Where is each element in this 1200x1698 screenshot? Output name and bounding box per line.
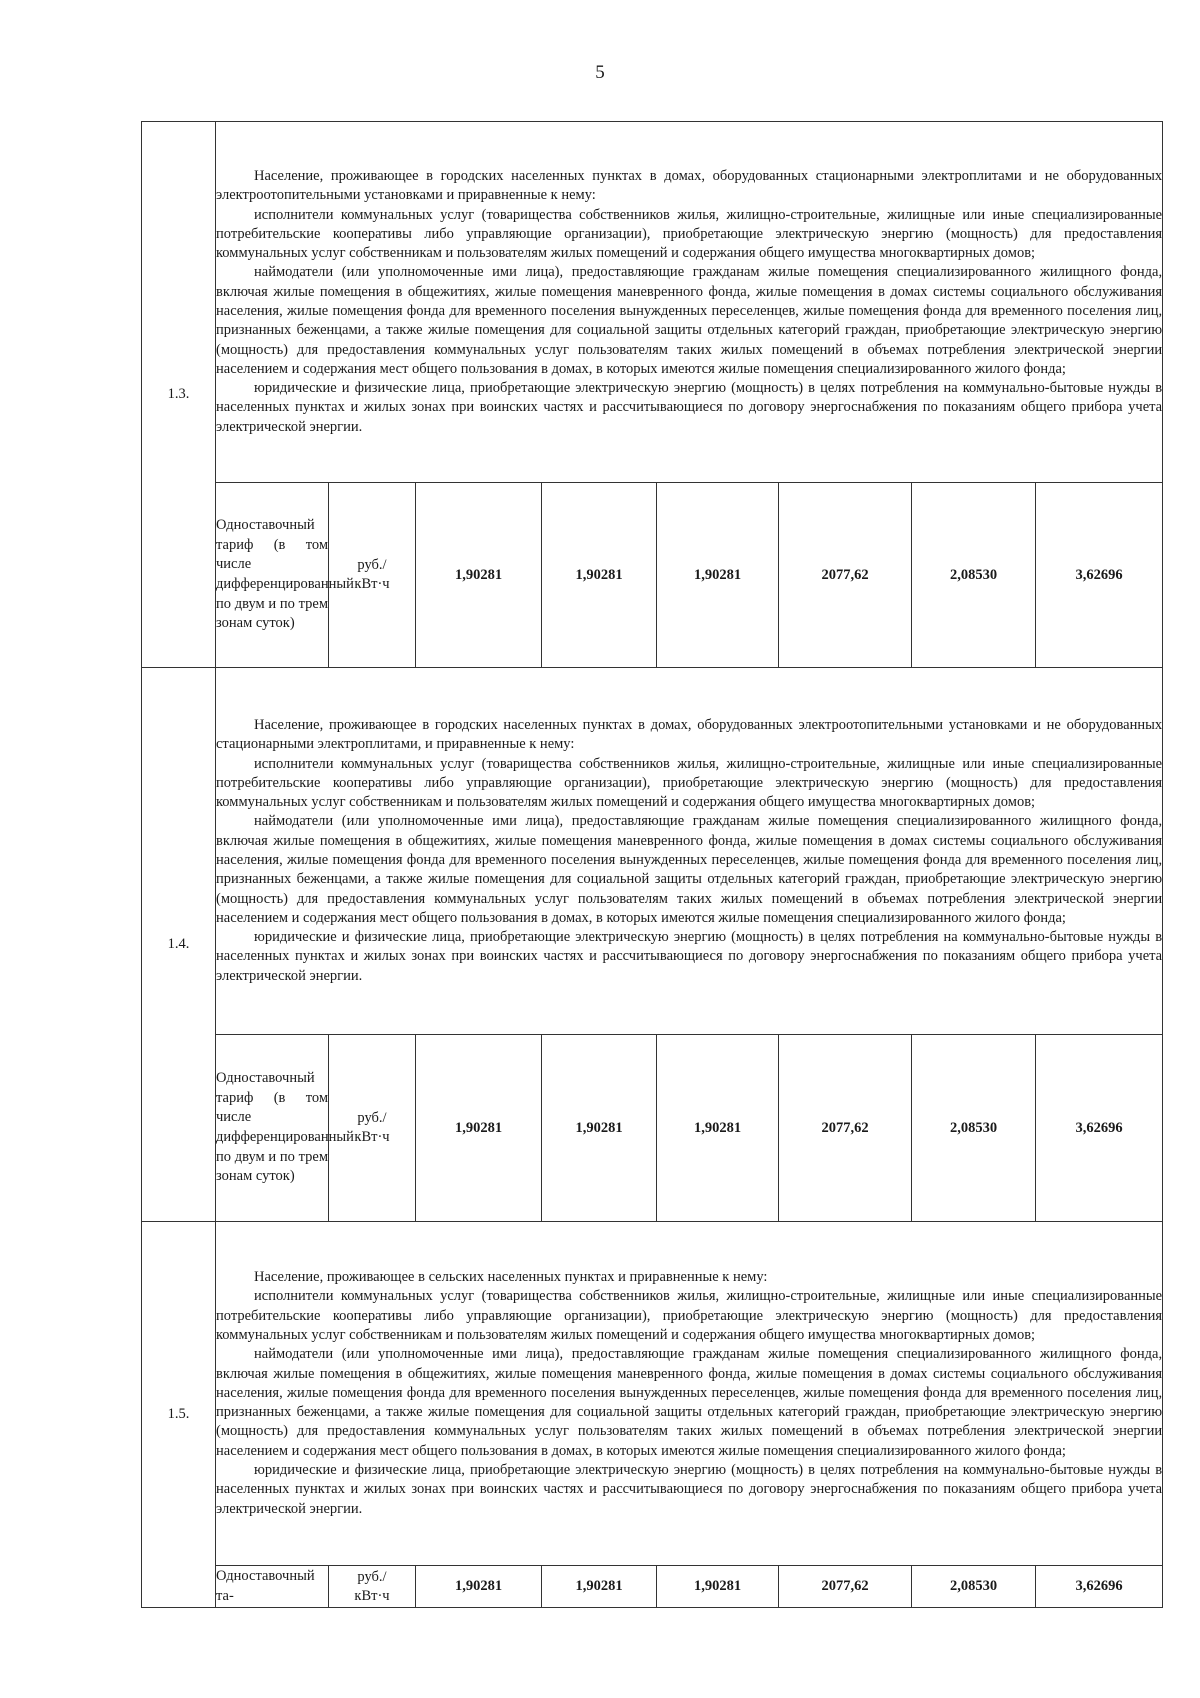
- paragraph: наймодатели (или уполномоченные ими лица), предоставляющие гражданам жилые помещения специализированного жилищного фонда, включая жилые помещения в общежитиях, жилые помещения маневренного фонда, жилые помещения в домах системы социального обслуживания населения, жилые помещения фонда для временного поселения вынужденных переселенцев, жилые помещения фонда для временного поселения лиц, признанных беженцами, а также жилые помещения для социальной защиты отдельных категорий граждан, приобретающие электрическую энергию (мощность) для предоставления коммунальных услуг пользователям таких жилых помещений в объемах потребления электрической энергии населением и содержания мест общего пользования в домах, в которых имеются жилые помещения специализированного жилого фонда;: [216, 813, 1163, 926]
- paragraph: исполнители коммунальных услуг (товарищества собственников жилья, жилищно-строительные, жилищные или иные специализированные потребительские кооперативы либо управляющие организации), приобретающие электрическую энергию (мощность) для предоставления коммунальных услуг собственникам и пользователям жилых помещений и содержания общего имущества многоквартирных домов;: [216, 1288, 1163, 1343]
- unit-line-2: кВт·ч: [354, 1587, 390, 1604]
- unit-line-1: руб./: [357, 557, 387, 573]
- section-description-row: [142, 668, 1163, 1035]
- section-description: [216, 122, 1163, 483]
- unit-cell: [329, 1566, 416, 1608]
- paragraph: юридические и физические лица, приобретающие электрическую энергию (мощность) в целях потребления на коммунально-бытовые нужды в населенных пунктах и жилых зонах при воинских частях и рассчитывающиеся по договору энергоснабжения по показаниям общего прибора учета электрической энергии.: [216, 380, 1163, 435]
- tariff-value: 1,90281: [657, 1035, 779, 1222]
- tariff-value: 1,90281: [657, 483, 779, 668]
- unit-line-2: кВт·ч: [354, 1129, 390, 1145]
- tariff-value: 2,08530: [912, 1566, 1036, 1608]
- tariff-row: [142, 1035, 1163, 1222]
- page-number: 5: [595, 62, 605, 83]
- unit-cell: [329, 1035, 416, 1222]
- section-description: [216, 668, 1163, 1035]
- tariff-value: 1,90281: [416, 483, 542, 668]
- tariff-row: [142, 1566, 1163, 1608]
- tariff-value: 1,90281: [657, 1566, 779, 1608]
- paragraph: Население, проживающее в сельских населенных пунктах и приравненные к нему:: [254, 1269, 768, 1286]
- section-description-row: [142, 1222, 1163, 1566]
- section-description-row: [142, 122, 1163, 483]
- unit-line-1: руб./: [357, 1110, 387, 1126]
- tariff-value: 3,62696: [1036, 1566, 1163, 1608]
- paragraph: Население, проживающее в городских населенных пунктах в домах, оборудованных электроотопительными установками и не оборудованных стационарными электроплитами, и приравненные к нему:: [216, 716, 1163, 753]
- tariff-value: 1,90281: [542, 1035, 657, 1222]
- paragraph: юридические и физические лица, приобретающие электрическую энергию (мощность) в целях потребления на коммунально-бытовые нужды в населенных пунктах и жилых зонах при воинских частях и рассчитывающиеся по договору энергоснабжения по показаниям общего прибора учета электрической энергии.: [216, 1462, 1163, 1517]
- section-number: 1.3.: [142, 122, 216, 668]
- tariff-label: Одноставочный тариф (в том числе дифференцированный по двум и по трем зонам суток): [216, 1035, 329, 1222]
- paragraph: наймодатели (или уполномоченные ими лица), предоставляющие гражданам жилые помещения специализированного жилищного фонда, включая жилые помещения в общежитиях, жилые помещения маневренного фонда, жилые помещения в домах системы социального обслуживания населения, жилые помещения фонда для временного поселения вынужденных переселенцев, жилые помещения фонда для временного поселения лиц, признанных беженцами, а также жилые помещения для социальной защиты отдельных категорий граждан, приобретающие электрическую энергию (мощность) для предоставления коммунальных услуг пользователям таких жилых помещений в объемах потребления электрической энергии населением и содержания мест общего пользования в домах, в которых имеются жилые помещения специализированного жилого фонда;: [216, 1346, 1163, 1459]
- tariff-value: 2,08530: [912, 1035, 1036, 1222]
- tariff-label: Одноставочный тариф (в том числе дифференцированный по двум и по трем зонам суток): [216, 483, 329, 668]
- paragraph: наймодатели (или уполномоченные ими лица), предоставляющие гражданам жилые помещения специализированного жилищного фонда, включая жилые помещения в общежитиях, жилые помещения маневренного фонда, жилые помещения в домах системы социального обслуживания населения, жилые помещения фонда для временного поселения вынужденных переселенцев, жилые помещения фонда для временного поселения лиц, признанных беженцами, а также жилые помещения для социальной защиты отдельных категорий граждан, приобретающие электрическую энергию (мощность) для предоставления коммунальных услуг пользователям таких жилых помещений в объемах потребления электрической энергии населением и содержания мест общего пользования в домах, в которых имеются жилые помещения специализированного жилого фонда;: [216, 264, 1163, 377]
- paragraph: исполнители коммунальных услуг (товарищества собственников жилья, жилищно-строительные, жилищные или иные специализированные потребительские кооперативы либо управляющие организации), приобретающие электрическую энергию (мощность) для предоставления коммунальных услуг собственникам и пользователям жилых помещений и содержания общего имущества многоквартирных домов;: [216, 206, 1163, 262]
- unit-line-1: руб./: [357, 1568, 387, 1585]
- tariff-value: 1,90281: [416, 1566, 542, 1608]
- tariff-value: 1,90281: [542, 1566, 657, 1608]
- tariff-row: [142, 483, 1163, 668]
- tariff-value: 1,90281: [416, 1035, 542, 1222]
- tariff-value: 2077,62: [779, 1035, 912, 1222]
- tariff-value: 2077,62: [779, 1566, 912, 1608]
- unit-cell: [329, 483, 416, 668]
- section-number: 1.4.: [142, 668, 216, 1222]
- paragraph: исполнители коммунальных услуг (товарищества собственников жилья, жилищно-строительные, жилищные или иные специализированные потребительские кооперативы либо управляющие организации), приобретающие электрическую энергию (мощность) для предоставления коммунальных услуг собственникам и пользователям жилых помещений и содержания общего имущества многоквартирных домов;: [216, 755, 1163, 811]
- tariff-value: 1,90281: [542, 483, 657, 668]
- unit-line-2: кВт·ч: [354, 576, 390, 592]
- tariff-table: [141, 121, 1163, 1608]
- section-number: 1.5.: [142, 1222, 216, 1608]
- paragraph: Население, проживающее в городских населенных пунктах в домах, оборудованных стационарными электроплитами и не оборудованных электроотопительными установками и приравненные к нему:: [216, 167, 1163, 204]
- section-description: [216, 1222, 1163, 1566]
- tariff-value: 3,62696: [1036, 1035, 1163, 1222]
- tariff-label: Одноставочный та-: [216, 1566, 329, 1608]
- tariff-value: 2,08530: [912, 483, 1036, 668]
- tariff-value: 3,62696: [1036, 483, 1163, 668]
- paragraph: юридические и физические лица, приобретающие электрическую энергию (мощность) в целях потребления на коммунально-бытовые нужды в населенных пунктах и жилых зонах при воинских частях и рассчитывающиеся по договору энергоснабжения по показаниям общего прибора учета электрической энергии.: [216, 929, 1163, 984]
- tariff-value: 2077,62: [779, 483, 912, 668]
